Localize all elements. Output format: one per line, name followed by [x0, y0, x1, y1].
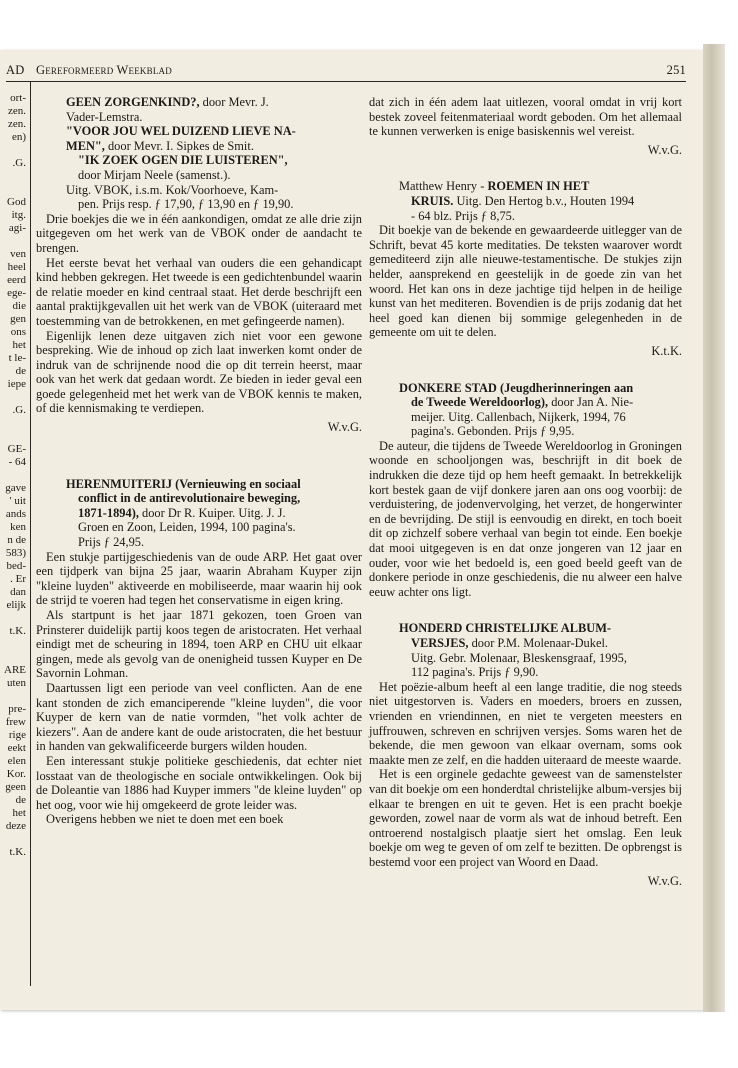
spacer — [369, 599, 682, 621]
heading-text: Prijs ƒ 24,95. — [78, 535, 145, 550]
heading-line — [399, 636, 682, 651]
heading-line — [66, 168, 362, 183]
margin-fragment: t.K. — [9, 846, 26, 858]
margin-fragment: . Er — [10, 573, 26, 585]
heading-text: - 64 blz. Prijs ƒ 8,75. — [411, 208, 515, 223]
heading-line — [66, 95, 362, 110]
continued-signature: W.v.G. — [647, 142, 682, 157]
margin-fragment: ons — [10, 326, 26, 338]
heading-text: door Mevr. I. Sipkes de Smit. — [104, 138, 254, 153]
heading-title: MEN", — [66, 138, 105, 153]
margin-fragment: dan — [10, 586, 26, 598]
margin-fragment: het — [12, 807, 26, 819]
margin-fragment — [4, 430, 26, 443]
heading-title: "VOOR JOU WEL DUIZEND LIEVE NA- — [66, 124, 296, 139]
margin-fragment: rige — [8, 729, 26, 741]
review-herenmuiterij-heading — [36, 477, 362, 550]
heading-line — [66, 197, 362, 212]
spacer — [36, 435, 362, 477]
margin-fragment: ort- — [10, 92, 26, 104]
heading-title: HERENMUITERIJ (Vernieuwing en sociaal — [66, 476, 301, 491]
review-herenmuiterij-paragraph: Als startpunt is het jaar 1871 gekozen, toen Groen van Prinsterer duidelijk partij koos tegen de aristocraten. Het verhaal eindigt met de scheuring in 1894, toen ARP en CHU uit elkaar gingen, mede als gevolg van de onenigheid tussen Kuyper en De Savornin Lohman. — [36, 608, 362, 681]
heading-line — [66, 535, 362, 550]
heading-line — [66, 139, 362, 154]
margin-fragment: de — [15, 365, 26, 377]
heading-text: Uitg. VBOK, i.s.m. Kok/Voorhoeve, Kam- — [66, 182, 279, 197]
heading-text: 112 pagina's. Prijs ƒ 9,90. — [411, 665, 539, 680]
heading-line — [66, 506, 362, 521]
running-header — [6, 62, 686, 80]
margin-fragment: 583) — [5, 547, 26, 559]
left-column — [36, 95, 362, 827]
margin-fragment — [4, 391, 26, 404]
column-divider — [30, 81, 31, 986]
margin-fragment: ven — [10, 248, 26, 260]
margin-fragment — [4, 833, 26, 846]
margin-fragment: zen. — [7, 105, 26, 117]
heading-title: ROEMEN IN HET — [487, 179, 590, 194]
continued-text: dat zich in één adem laat uitlezen, vooral omdat in vrij kort bestek zoveel feitenmateriaal wordt geboden. Om het allemaal te kunnen verwerken is enige basiskennis wel vereist. — [369, 95, 682, 139]
heading-title: KRUIS. — [411, 193, 454, 208]
previous-page-margin-text — [4, 92, 26, 972]
margin-fragment: ARE — [4, 664, 26, 676]
review-roemen-in-het-kruis-paragraph: Dit boekje van de bekende en gewaardeerde uitlegger van de Schrift, bevat 45 korte meditaties. De teksten waarover wordt gemediteerd zijn alle nieuwe-testamentische. De stukjes zijn helder, aansprekend en geestelijk in de goede zin van het woord. Het kan ons in deze jachtige tijd helpen in de heilige kunst van het mediteren. Bovendien is de prijs zodanig dat het heel goed kan dienen bij sommige gelegenheden in de gemeente om uit te delen. — [369, 223, 682, 340]
heading-text: meijer. Uitg. Callenbach, Nijkerk, 1994, 76 — [411, 409, 626, 424]
margin-fragment: iepe — [7, 378, 26, 390]
heading-title: VERSJES, — [411, 636, 469, 650]
margin-fragment: .G. — [12, 404, 26, 416]
right-column — [369, 95, 682, 888]
margin-fragment: t.K. — [9, 625, 26, 637]
heading-line — [399, 410, 682, 425]
margin-fragment: frew — [5, 716, 26, 728]
margin-fragment — [4, 144, 26, 157]
margin-fragment — [4, 638, 26, 651]
margin-fragment — [4, 235, 26, 248]
margin-fragment: elijk — [6, 599, 26, 611]
margin-fragment: agi- — [8, 222, 26, 234]
review-albumversjes-paragraph: Het poëzie-album heeft al een lange traditie, die nog steeds niet uitgestorven is. Vaders en moeders, broers en zussen, vrienden en vriendinnen, en niet te vergeten meesters en juffrouwen, schreven en schrijven versjes. Soms waren het de bekende, die men gewoon van elkaar overnam, soms ook maakte men ze zelf, en die hadden uiteraard de meeste waarde. — [369, 679, 682, 767]
margin-fragment: t le- — [8, 352, 26, 364]
margin-fragment: deze — [5, 820, 26, 832]
review-donkere-stad-paragraph: De auteur, die tijdens de Tweede Wereldoorlog in Groningen woonde en schooljongen was, beschrijft in dit boek de indrukken die deze tijd op hem heeft gemaakt. In betrekkelijk kort bestek gaan de vijf donkere jaren aan ons oog voorbij: de verduistering, de jodenvervolging, het verzet, de hongerwinter en de bevrijding. De stijl is eenvoudig en direkt, en toch boeit dit op zichzelf sobere verhaal van begin tot einde. Een boekje dat mooi uitgegeven is en dat onze jongeren van 12 jaar en ouder, voor wie het bedoeld is, een goed beeld geeft van de donkere periode in onze geschiedenis, die nu alweer een halve eeuw achter ons ligt. — [369, 438, 682, 599]
review-albumversjes-heading — [369, 621, 682, 679]
heading-line — [66, 477, 362, 492]
review-geen-zorgenkind-heading — [36, 95, 362, 212]
margin-fragment: Kor. — [6, 768, 26, 780]
heading-text: Uitg. Gebr. Molenaar, Bleskensgraaf, 1995, — [411, 650, 627, 665]
margin-fragment: gave — [5, 482, 26, 494]
margin-fragment: ' uit — [9, 495, 26, 507]
page-edge — [703, 44, 725, 1012]
spacer — [369, 157, 682, 179]
heading-title: conflict in de antirevolutionaire beweging, — [78, 491, 301, 506]
review-herenmuiterij-paragraph: Overigens hebben we niet te doen met een boek — [46, 812, 284, 827]
margin-fragment: .G. — [12, 157, 26, 169]
margin-fragment — [4, 469, 26, 482]
review-albumversjes-paragraph: Het is een orginele gedachte geweest van de samenstelster van dit boekje om een honderdtal christelijke album-versjes bij elkaar te brengen en uit te geven. Het is een pracht boekje geworden, zowel naar de vorm als wat de inhoud betreft. Een ontroerend nostalgisch plaatje siert het omslag. Een leuk boekje om weg te geven of om zelf te bezitten. De opbrengst is bestemd voor een project van Woord en Daad. — [369, 767, 682, 869]
margin-fragment — [4, 183, 26, 196]
spacer — [369, 359, 682, 381]
heading-text: Groen en Zoon, Leiden, 1994, 100 pagina's. — [78, 520, 296, 535]
margin-fragment — [4, 417, 26, 430]
heading-line — [66, 153, 362, 168]
heading-line — [66, 491, 362, 506]
margin-fragment: gen — [10, 313, 26, 325]
margin-fragment: eerd — [7, 274, 26, 286]
margin-fragment: GE- — [7, 443, 26, 455]
heading-text: door Dr R. Kuiper. Uitg. J. J. — [138, 505, 286, 520]
margin-fragment: geen — [5, 781, 26, 793]
margin-fragment: pre- — [8, 703, 26, 715]
margin-fragment: bed- — [6, 560, 26, 572]
heading-line — [66, 183, 362, 198]
heading-title: DONKERE STAD (Jeugdherinneringen aan — [399, 380, 634, 395]
heading-text: Vader-Lemstra. — [66, 109, 143, 124]
margin-fragment — [4, 612, 26, 625]
review-herenmuiterij-paragraph: Een stukje partijgeschiedenis van de oude ARP. Het gaat over een tijdperk van bijna 25 jaar, waarin Abraham Kuyper zijn "kleine luyden" aktiveerde en mobiliseerde, maar waarin hij ook de strijd te voeren had tegen het conservatisme in eigen kring. — [36, 549, 362, 608]
margin-fragment: en) — [11, 131, 26, 143]
margin-fragment: itg. — [11, 209, 26, 221]
review-herenmuiterij-paragraph: Een interessant stukje politieke geschiedenis, dat echter niet losstaat van de theologische en sociale ontwikkelingen. Ook bij de Doleantie van 1886 had Kuyper immers "de kleine luyden" op het oog, voor wie hij omgekeerd de grote leider was. — [36, 753, 362, 812]
heading-text: door P.M. Molenaar-Dukel. — [468, 636, 608, 650]
heading-text: Uitg. Den Hertog b.v., Houten 1994 — [453, 193, 635, 208]
page-number: 251 — [666, 63, 686, 77]
margin-fragment: zen. — [7, 118, 26, 130]
margin-fragment: eekt — [7, 742, 26, 754]
review-geen-zorgenkind-paragraph: Eigenlijk lenen deze uitgaven zich niet voor een gewone bespreking. Wie de inhoud op zich laat inwerken komt onder de indruk van de schrijnende nood die op dit terrein heerst, maar ook van het werk dat gedaan wordt. Ze bieden in ieder geval een goede gelegenheid met het werk van de VBOK kennis te maken, of die kennismaking te verdiepen. — [36, 328, 362, 416]
margin-fragment — [4, 651, 26, 664]
review-herenmuiterij-paragraph: Daartussen ligt een periode van veel conflicten. Aan de ene kant stonden de zich emanciperende "kleine luyden", die voor Kuyper de kern van de natie vormden, "het volk achter de kiezers". Aan de andere kant de oude aristocraten, die het bestuur in handen van gekwalificeerde burgers wilden houden. — [36, 680, 362, 754]
review-geen-zorgenkind-signature: W.v.G. — [327, 420, 362, 435]
margin-fragment: die — [12, 300, 26, 312]
heading-line — [66, 110, 362, 125]
margin-fragment: uten — [7, 677, 26, 689]
margin-fragment — [4, 170, 26, 183]
heading-title: de Tweede Wereldoorlog), — [411, 395, 549, 410]
heading-line — [399, 621, 682, 636]
margin-fragment: het — [12, 339, 26, 351]
heading-line — [66, 520, 362, 535]
publication-title: Gereformeerd Weekblad — [36, 63, 172, 77]
heading-line — [399, 194, 682, 209]
heading-text: door Mirjam Neele (samenst.). — [78, 167, 231, 182]
margin-fragment: heel — [7, 261, 26, 273]
margin-fragment: elen — [7, 755, 26, 767]
heading-title: HONDERD CHRISTELIJKE ALBUM- — [399, 621, 612, 636]
margin-fragment: n de — [7, 534, 26, 546]
header-left-fragment: AD — [6, 63, 25, 77]
heading-line — [66, 124, 362, 139]
heading-line — [399, 179, 682, 194]
heading-text: pen. Prijs resp. ƒ 17,90, ƒ 13,90 en ƒ 19,90. — [78, 197, 294, 212]
heading-line — [399, 395, 682, 410]
heading-text: Matthew Henry - — [399, 179, 488, 194]
margin-fragment: - 64 — [8, 456, 26, 468]
margin-fragment: ege- — [7, 287, 26, 299]
review-albumversjes-signature: W.v.G. — [647, 873, 682, 888]
heading-title: GEEN ZORGENKIND?, — [66, 95, 200, 109]
review-donkere-stad-heading — [369, 381, 682, 439]
review-geen-zorgenkind-paragraph: Drie boekjes die we in één aankondigen, omdat ze alle drie zijn uitgegeven om het werk van de VBOK onder de aandacht te brengen. — [36, 211, 362, 255]
heading-line — [399, 651, 682, 666]
heading-line — [399, 209, 682, 224]
margin-fragment: ands — [5, 508, 26, 520]
margin-fragment: God — [7, 196, 26, 208]
review-roemen-in-het-kruis-heading — [369, 179, 682, 223]
margin-fragment — [4, 690, 26, 703]
heading-title: 1871-1894), — [78, 505, 139, 520]
review-roemen-in-het-kruis-signature: K.t.K. — [651, 343, 682, 358]
heading-title: "IK ZOEK OGEN DIE LUISTEREN", — [78, 153, 288, 168]
heading-line — [399, 665, 682, 680]
header-rule — [6, 81, 686, 82]
heading-text: door Jan A. Nie- — [548, 395, 634, 410]
review-geen-zorgenkind-paragraph: Het eerste bevat het verhaal van ouders die een gehandicapt kind hebben gekregen. Het tweede is een gedichtenbundel waarin de relatie moeder en kind centraal staat. Het derde beschrijft een aantal praktijkgevallen uit het werk van de VBOK (uiteraard met toestemming van de betrokkenen, en met gefingeerde namen). — [36, 255, 362, 328]
margin-fragment: ken — [10, 521, 26, 533]
heading-text: door Mevr. J. — [199, 95, 269, 109]
heading-line — [399, 381, 682, 396]
heading-line — [399, 424, 682, 439]
margin-fragment: de — [15, 794, 26, 806]
heading-text: pagina's. Gebonden. Prijs ƒ 9,95. — [411, 424, 575, 439]
